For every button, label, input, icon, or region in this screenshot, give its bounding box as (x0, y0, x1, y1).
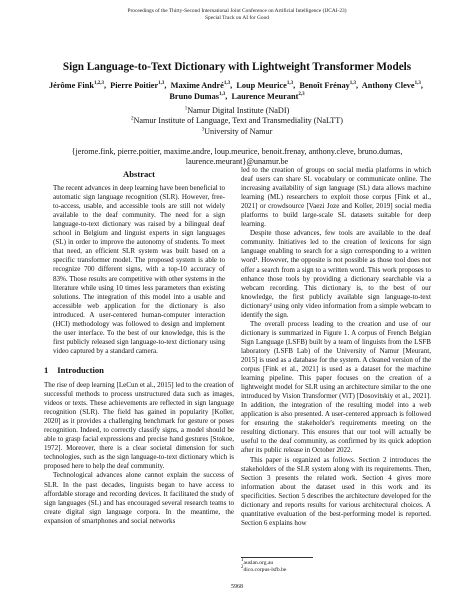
affiliation-line (40, 127, 434, 137)
author-name: Bruno Dumas (169, 92, 219, 101)
proceedings-header (0, 8, 474, 22)
author-emails (40, 147, 434, 167)
section-number: 1 (44, 364, 49, 375)
paper-title: Sign Language-to-Text Dictionary with Lightweight Transformer Models (62, 61, 412, 73)
body-paragraph: This paper is organized as follows. Section 2 introduces the stakeholders of the SLR system along with its requirements. Then, Section 3 presents the related work. Section 4 gives more information about the dataset used in this work and its specificities. Section 5 describes the architecture developed for the dictionary and reports results for various architectural choices. A quantitative evaluation of the best-performing model is reported. Section 6 explains how (241, 455, 431, 527)
footnotes (241, 557, 431, 574)
affiliation-text: University of Namur (204, 126, 273, 136)
author-list: Jérôme Fink$^{1,2,3}$, Pierre Poitier$^{1,3}$, Maxime André$^{1,3}$, Loup Meurice$^{1,3}$, Benoît Frénay$^{1,3}$, Anthony Cleve$^{1,3}$, Bruno Dumas$^{1,3}$, Laurence Meurant$^{2,3}$ (49, 81, 425, 101)
author-affiliation-mark: 1,3 (223, 81, 231, 87)
affiliation-text: Namur Institute of Language, Text and Transmediality (NaLTT) (133, 116, 344, 126)
proceedings-line: Proceedings of the Thirty-Second International Joint Conference on Artificial Intelligence (IJCAI-23) (127, 8, 347, 14)
author-name: Laurence Meurant (231, 92, 299, 101)
footnote-text: auslan.org.au (243, 560, 274, 566)
affiliation-line (40, 106, 434, 116)
author-affiliation-mark: 1,3 (218, 92, 226, 98)
email-line: laurence.meurant}@unamur.be (185, 157, 289, 167)
author-name: Anthony Cleve (361, 81, 415, 90)
author-affiliation-mark: 1,3 (349, 81, 357, 87)
body-paragraph: The overall process leading to the creation and use of our dictionary is summarized in Figure 1. A corpus of French Belgian Sign Language (LSFB) built by a team of linguists from the LSFB laboratory (LSFB Lab) of the University of Namur [Meurant, 2015] is used as a database for the system. A cleaned version of the corpus [Fink et al., 2021] is used as a dataset for the machine learning pipeline. This paper focuses on the creation of a lightweight model for SLR using an architecture similar to the one introduced by Vision Transformer (ViT) [Dosovitskiy et al., 2021]. In addition, the integration of the resulting model into a web application is also presented. A user-centered approach is followed for ensuring the stakeholder's requirements meeting on the resulting dictionary. This ensures that our tool will actually be useful to the deaf community, as confirmed by its quick adoption after its public release in October 2022. (241, 319, 431, 455)
footnote-mark: 1 (241, 558, 244, 564)
author-affiliation-mark: 1,3 (414, 81, 421, 87)
section-heading-introduction (44, 366, 234, 375)
left-column (44, 166, 234, 526)
affiliation-text: Namur Digital Institute (NaDI) (187, 106, 290, 115)
footnote-mark: 2 (241, 565, 244, 571)
right-column (241, 166, 431, 528)
author-affiliation-mark: 1,3 (158, 81, 165, 87)
author-affiliation-mark: 2,3 (298, 92, 305, 98)
footnote (241, 567, 431, 574)
body-paragraph: Despite those advances, few tools are available to the deaf community. Initiatives led to the creation of lexicons for sign language enabling to search for a sign corresponding to a written word¹. However, the opposite is not possible as those tool does not offer a search from a sign to a written word. This work proposes to enhance those tools by providing a dictionary searchable via a webcam recording. This dictionary is, to the best of our knowledge, the first publicly available sign language-to-text dictionary² using only video information from a simple webcam to identify the sign. (241, 229, 431, 319)
intro-paragraph: Technological advances alone cannot explain the success of SLR. In the past decades, linguists began to have access to affordable storage and recording devices. It facilitated the study of sign languages (SL) and has encouraged several research teams to create digital sign language corpora. In the meantime, the expansion of smartphones and social networks (44, 471, 234, 525)
author-name: Loup Meurice (236, 81, 287, 90)
special-track-line: Special Track on AI for Good (205, 15, 269, 21)
email-line: {jerome.fink, pierre.poitier, maxime.andre, loup.meurice, benoit.frenay, anthony.cleve, bruno.dumas, (71, 147, 403, 156)
author-affiliation-mark: 1,2,3 (93, 81, 104, 87)
page-number: 5968 (231, 584, 243, 590)
affiliation-mark: 2 (130, 116, 134, 122)
affiliation-line (40, 116, 434, 126)
section-title: Introduction (57, 364, 104, 375)
abstract-text: The recent advances in deep learning have been beneficial to automatic sign language recognition (SLR). However, free-to-access, usable, and accessible tools are still not widely available to the deaf community. The need for a sign language-to-text dictionary was raised by a bilingual deaf school in Belgium and linguist experts in sign languages (SL) in order to improve the autonomy of students. To meet that need, an efficient SLR system was built based on a specific transformer model. The proposed system is able to recognize 700 different signs, with a top-10 accuracy of 83%. Those results are competitive with other systems in the literature while using 10 times less parameters than existing solutions. The integration of this model into a usable and accessible web application for the dictionary is also introduced. A user-centered human-computer interaction (HCI) methodology was followed to design and implement the user interface. To the best of our knowledge, this is the first publicly released sign language-to-text dictionary using video captured by a standard camera. (53, 184, 225, 355)
affiliation-list (40, 106, 434, 137)
footnote (241, 560, 431, 567)
body-paragraph: led to the creation of groups on social media platforms in which deaf users can share SL vocabulary or communicate online. The increasing availability of sign language (SL) data allows machine learning (ML) researchers to exploit those corpus [Fink et al., 2021] or crowdsource [Vaezi Joze and Koller, 2019] social media platforms to build large-scale SL datasets suitable for deep learning. (241, 166, 431, 229)
author-name: Benoît Frénay (299, 81, 350, 90)
intro-paragraph: The rise of deep learning [LeCun et al., 2015] led to the creation of successful methods to process unstructured data such as images, videos or texts. These achievements are reflected in sign language recognition (SLR). The field has gained in popularity [Koller, 2020] as it provides a challenging benchmark for gesture or poses recognition. Indeed, to correctly classify signs, a model should be able to grasp facial expressions and precise hand gestures [Stokoe, 1972]. Moreover, there is a clear societal dimension for such technologies, such as the sign language-to-text dictionary which is proposed here to help the deaf community. (44, 380, 234, 471)
author-name: Pierre Poitier (110, 81, 159, 90)
footnote-rule (241, 557, 313, 558)
author-name: Maxime André (170, 81, 224, 90)
footnote-text: dico.corpus-lsfb.be (243, 567, 287, 573)
affiliation-mark: 1 (184, 106, 188, 112)
affiliation-mark: 3 (201, 126, 205, 132)
author-affiliation-mark: 1,3 (286, 81, 294, 87)
author-name: Jérôme Fink (49, 81, 94, 90)
abstract-heading: Abstract (123, 169, 155, 179)
